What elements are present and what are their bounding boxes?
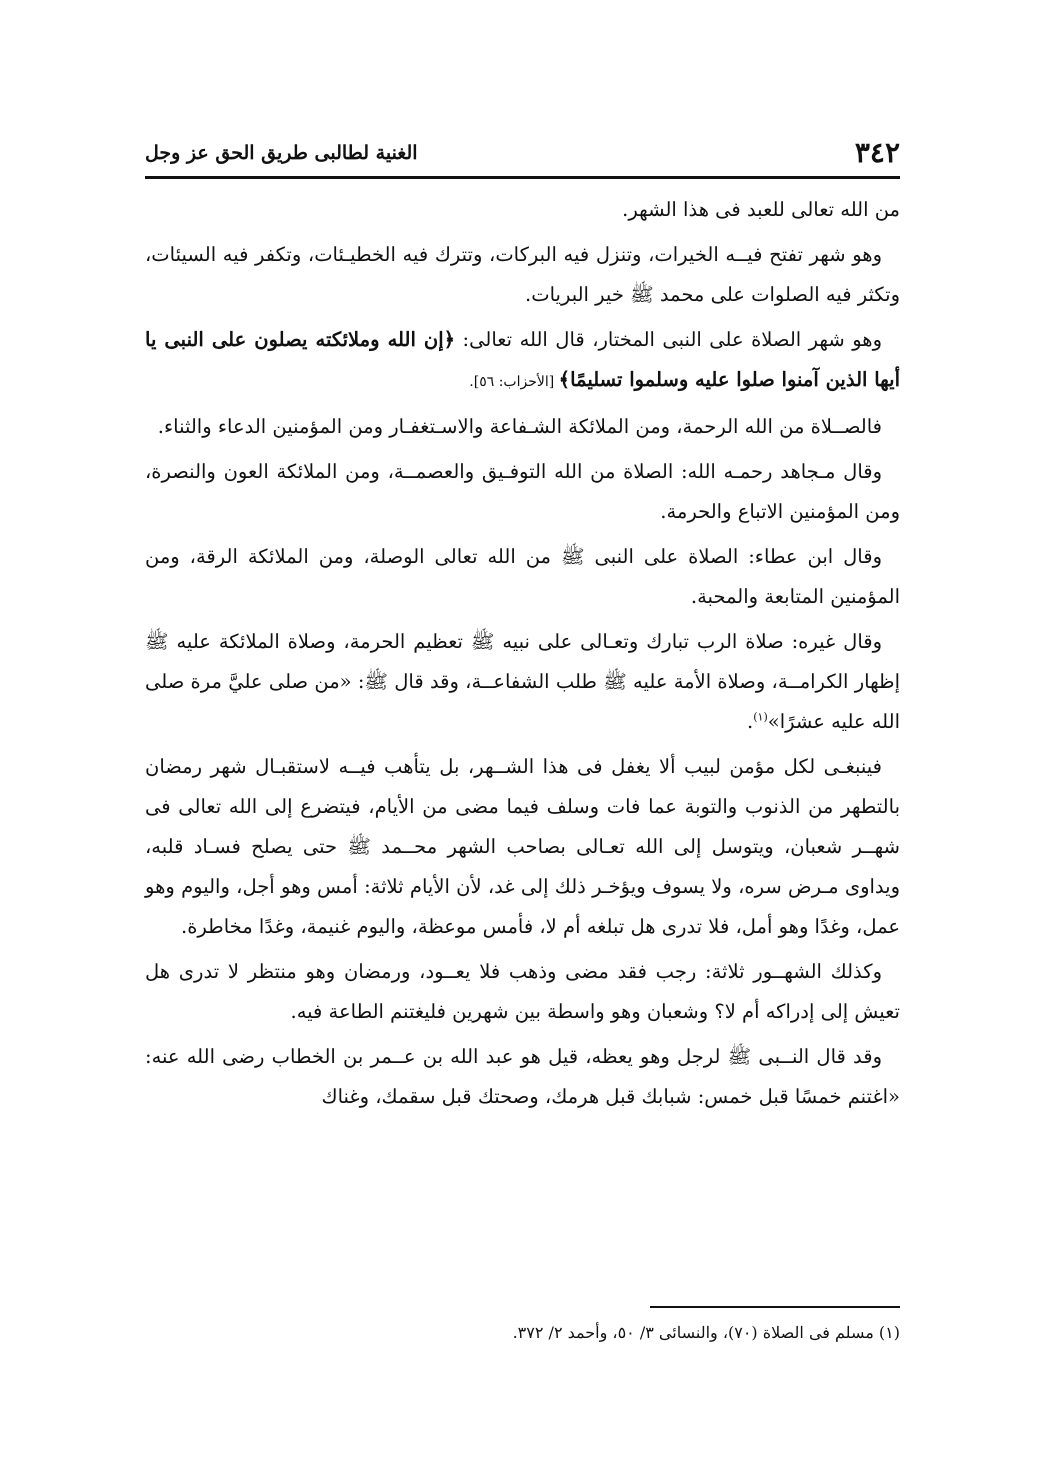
quran-verse: ﴿إن الله وملائكته يصلون على النبى يا أيها الذين آمنوا صلوا عليه وسلموا تسليمًا﴾	[145, 328, 900, 391]
header-rule	[145, 176, 900, 179]
paragraph-7	[145, 622, 900, 742]
paragraph-1: من الله تعالى للعبد فى هذا الشهر.	[622, 198, 900, 221]
paragraph-6: وقال ابن عطاء: الصلاة على النبى ﷺ من الله تعالى الوصلة، ومن الملائكة الرقة، ومن المؤمنين المتابعة والمحبة.	[145, 545, 900, 608]
body-text	[145, 190, 900, 1122]
paragraph-4: فالصــلاة من الله الرحمة، ومن الملائكة الشـفاعة والاسـتغفـار ومن المؤمنين الدعاء والثناء.	[157, 415, 882, 438]
footnote-marker: (١)	[753, 710, 768, 724]
paragraph-7-end: .	[747, 710, 754, 733]
paragraph-9: وكذلك الشهــور ثلاثة: رجب فقد مضى وذهب فلا يعــود، ورمضان وهو منتظر لا تدرى هل تعيش إلى إدراكه أم لا؟ وشعبان وهو واسطة بين شهرين فليغتنم الطاعة فيه.	[145, 960, 900, 1023]
footnote: (١) مسلم فى الصلاة (٧٠)، والنسائى ٣/ ٥٠، وأحمد ٢/ ٣٧٢.	[512, 1323, 900, 1342]
footnote-rule	[650, 1306, 900, 1308]
paragraph-8: فينبغـى لكل مؤمن لبيب ألا يغفل فى هذا الشــهر، بل يتأهب فيــه لاستقبـال شهر رمضان بالتطهر من الذنوب والتوبة عما فات وسلف فيما مضى من الأيام، فيتضرع إلى الله تعالى فى شهــر شعبان، ويتوسل إلى الله تعـالى بصاحب الشهر محــمد ﷺ حتى يصلح فسـاد قلبه، ويداوى مـرض سره، ولا يسوف ويؤخـر ذلك إلى غد، لأن الأيام ثلاثة: أمس وهو أجل، واليوم وهو عمل، وغدًا وهو أمل، فلا تدرى هل تبلغه أم لا، فأمس موعظة، واليوم غنيمة، وغدًا مخاطرة.	[145, 755, 900, 938]
paragraph-3-intro: وهو شهر الصلاة على النبى المختار، قال الله تعالى:	[455, 328, 882, 351]
page-number: ٣٤٢	[854, 136, 900, 169]
paragraph-10: وقد قال النــبى ﷺ لرجل وهو يعظه، قيل هو عبد الله بن عــمر بن الخطاب رضى الله عنه: «اغتنم خمسًا قبل خمس: شبابك قبل هرمك، وصحتك قبل سقمك، وغناك	[145, 1045, 900, 1108]
running-title: الغنية لطالبى طريق الحق عز وجل	[145, 142, 418, 164]
paragraph-3	[145, 320, 900, 402]
page-header	[145, 136, 900, 170]
paragraph-2: وهو شهر تفتح فيــه الخيرات، وتنزل فيه البركات، وتترك فيه الخطيـئات، وتكفر فيه السيئات، وتكثر فيه الصلوات على محمد ﷺ خير البريات.	[145, 243, 900, 306]
paragraph-5: وقال مـجاهد رحمـه الله: الصلاة من الله التوفـيق والعصمــة، ومن الملائكة العون والنصرة، ومن المؤمنين الاتباع والحرمة.	[145, 460, 900, 523]
verse-reference: [الأحزاب: ٥٦].	[469, 374, 559, 390]
paragraph-7-text: وقال غيره: صلاة الرب تبارك وتعـالى على نبيه ﷺ تعظيم الحرمة، وصلاة الملائكة عليه ﷺ إظهار الكرامــة، وصلاة الأمة عليه ﷺ طلب الشفاعــة، وقد قال ﷺ: «من صلى عليَّ مرة صلى الله عليه عشرًا»	[145, 630, 900, 733]
